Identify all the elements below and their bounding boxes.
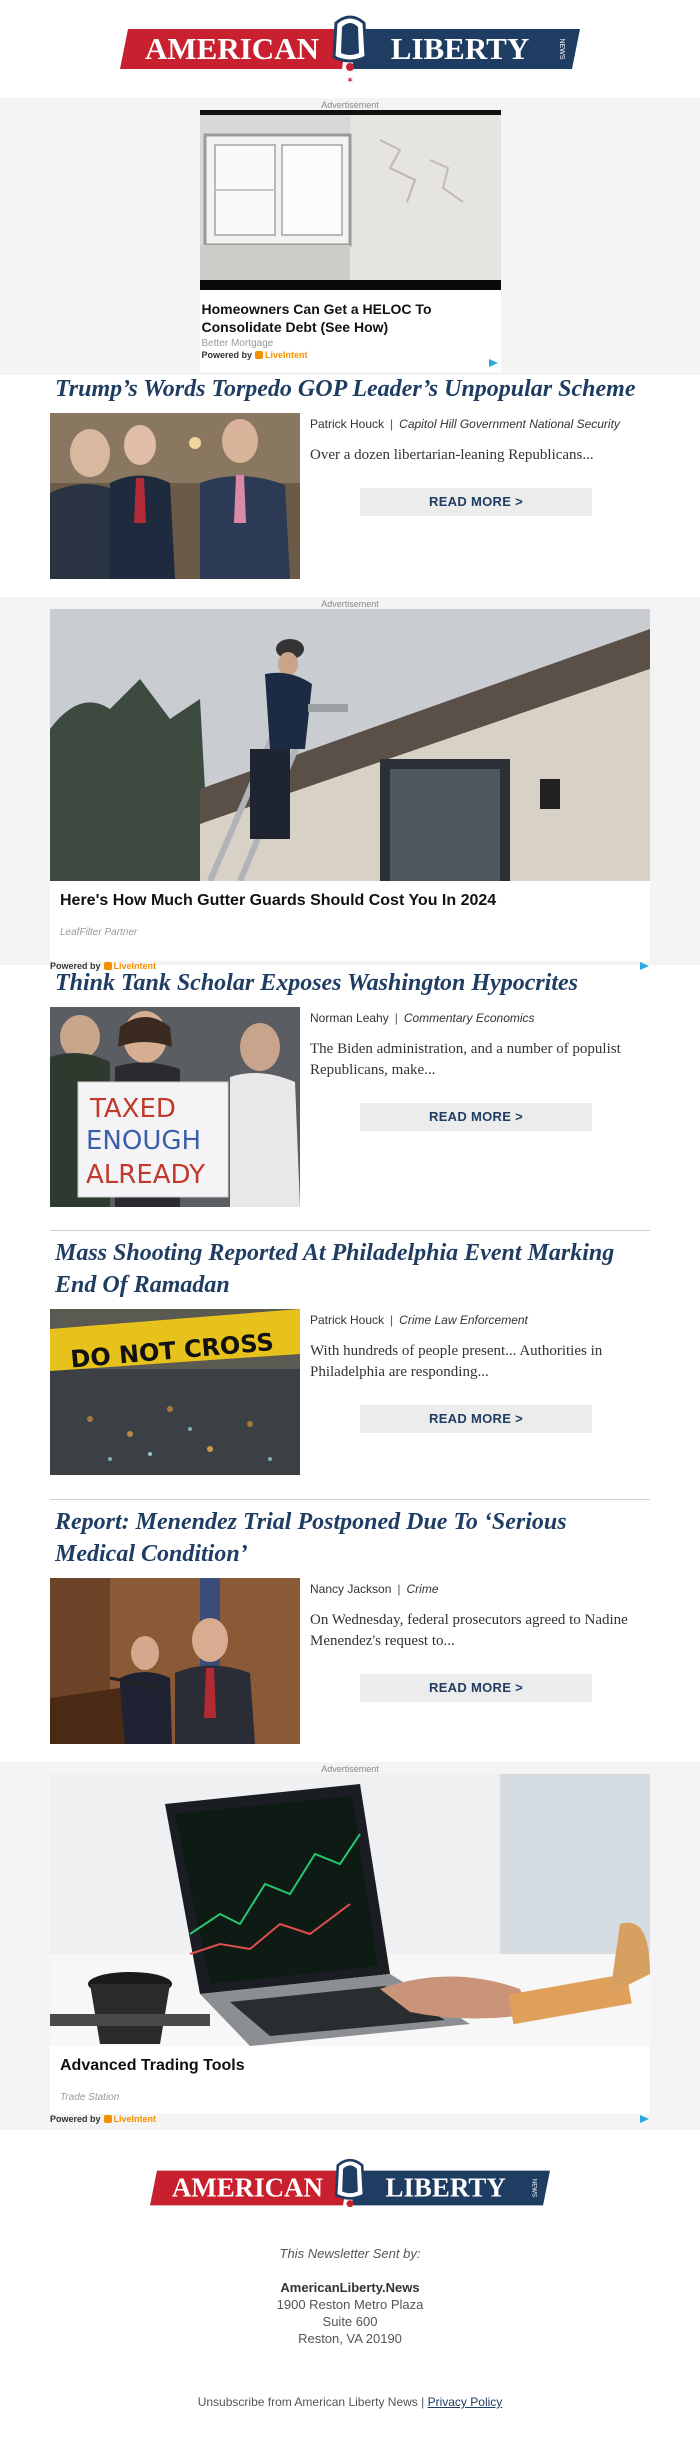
article-category[interactable]: Crime Law Enforcement [399,1313,528,1327]
powered-by [202,350,499,360]
american-liberty-logo [150,2153,550,2223]
article-author[interactable]: Norman Leahy [310,1011,389,1025]
read-more-button[interactable]: READ MORE > [360,488,592,516]
adchoices-icon[interactable] [488,358,499,368]
article-category[interactable]: Commentary Economics [403,1011,535,1025]
ad-zone-heloc [0,98,700,375]
article-title[interactable]: Mass Shooting Reported At Philadelphia Event Marking End Of Ramadan [55,1240,615,1298]
powered-by [50,2114,156,2124]
liveintent-label: LiveIntent [113,2114,157,2124]
article-thumbnail[interactable] [50,1578,300,1744]
article-meta: Nancy Jackson | Crime [310,1582,439,1596]
ad-card-trading[interactable] [50,1774,650,2124]
article-thumbnail[interactable] [50,1007,300,1207]
article-title[interactable]: Trump’s Words Torpedo GOP Leader’s Unpopular Scheme [55,376,636,402]
powered-by-label: Powered by [50,961,101,971]
logo-left-word: AMERICAN [171,2172,323,2203]
article-thumbnail[interactable] [50,413,300,579]
footer-address-line: Reston, VA 20190 [298,2331,402,2346]
crime-scene-photo [50,1309,300,1475]
ad-sponsor: Better Mortgage [201,338,274,349]
article-meta: Norman Leahy | Commentary Economics [310,1011,535,1025]
article-excerpt: On Wednesday, federal prosecutors agreed to Nadine Menendez's request to... [310,1612,628,1649]
protest-photo [50,1007,300,1207]
article-title[interactable]: Think Tank Scholar Exposes Washington Hypocrites [55,970,579,996]
privacy-policy-link[interactable]: Privacy Policy [427,2395,503,2409]
laptop-photo [50,1774,650,2046]
divider [50,1499,650,1500]
ad-image-window[interactable] [200,110,501,290]
footer-org: AmericanLiberty.News [280,2280,420,2295]
logo-right-word: LIBERTY [390,31,530,66]
read-more-button[interactable]: READ MORE > [360,1405,592,1433]
article-excerpt: Over a dozen libertarian-leaning Republicans... [310,447,594,463]
ad-title[interactable]: Here's How Much Gutter Guards Should Cost You In 2024 [60,892,497,909]
powered-by-label: Powered by [50,2114,101,2124]
logo-suffix: NEWS [530,2178,538,2198]
powered-by-label: Powered by [201,350,253,360]
gutter-photo [50,609,650,881]
article-category[interactable]: Crime [406,1582,439,1596]
liveintent-label: LiveIntent [113,961,157,971]
article-thumbnail[interactable] [50,1309,300,1475]
header-logo[interactable] [0,0,700,98]
article-author[interactable]: Nancy Jackson [310,1582,392,1596]
ad-label: Advertisement [321,599,379,609]
article-card [50,1237,650,1475]
ad-card-gutter[interactable] [50,609,650,971]
ad-sponsor: Trade Station [60,2092,120,2103]
read-more-button[interactable]: READ MORE > [360,1674,592,1702]
footer [0,2144,700,2409]
article-card [50,1506,650,1744]
press-conference-photo [50,1578,300,1744]
liveintent-logo[interactable] [255,350,308,360]
ad-sponsor: LeafFilter Partner [60,927,138,938]
svg-text:✶: ✶ [346,76,354,86]
logo-right-word: LIBERTY [385,2172,506,2203]
ad-label: Advertisement [321,1764,379,1774]
footer-address-line: 1900 Reston Metro Plaza [276,2297,424,2312]
logo-left-word: AMERICAN [145,31,319,66]
sign-line-3: ALREADY [86,1160,206,1190]
adchoices-icon[interactable] [639,2114,650,2124]
footer-address [0,2279,700,2347]
liveintent-icon [104,2115,112,2123]
unsubscribe-link[interactable]: Unsubscribe from American Liberty News | [197,2395,425,2409]
article-card [50,967,650,1207]
politicians-photo [50,413,300,579]
article-excerpt: The Biden administration, and a number of populist Republicans, make... [310,1041,621,1078]
liveintent-label: LiveIntent [265,350,308,360]
ad-title[interactable]: Advanced Trading Tools [60,2057,245,2074]
unsubscribe-row [0,2395,700,2409]
article-card [50,373,650,579]
ad-zone-gutter [0,597,700,971]
article-title[interactable]: Report: Menendez Trial Postponed Due To ‘Serious Medical Condition’ [55,1509,567,1567]
ad-zone-trading [0,1762,700,2130]
liveintent-icon [255,351,263,359]
article-meta: Patrick Houck | Crime Law Enforcement [310,1313,528,1327]
police-tape-text: DO NOT CROSS [69,1327,275,1374]
divider [50,1230,650,1231]
ad-image-laptop[interactable] [50,1774,650,2046]
article-excerpt: With hundreds of people present... Authorities in Philadelphia are responding... [310,1343,603,1380]
article-author[interactable]: Patrick Houck [310,1313,385,1327]
logo-suffix: NEWS [558,38,565,60]
ad-card-heloc[interactable] [200,110,501,372]
window-photo [200,110,501,290]
sent-by-label: This Newsletter Sent by: [279,2246,421,2261]
ad-label: Advertisement [321,100,379,110]
ad-title[interactable]: Homeowners Can Get a HELOC To Consolidate Debt (See How) [201,301,432,335]
american-liberty-logo [120,9,580,89]
ad-image-gutter[interactable] [50,609,650,881]
read-more-button[interactable]: READ MORE > [360,1103,592,1131]
footer-address-line: Suite 600 [322,2314,378,2329]
liveintent-logo[interactable] [104,2114,157,2124]
sign-line-2: ENOUGH [86,1126,202,1156]
footer-logo[interactable] [0,2144,700,2232]
article-author[interactable]: Patrick Houck [310,417,385,431]
sign-line-1: TAXED [90,1094,176,1124]
article-meta: Patrick Houck | Capitol Hill Government National Security [310,417,620,431]
article-category[interactable]: Capitol Hill Government National Security [399,417,620,431]
